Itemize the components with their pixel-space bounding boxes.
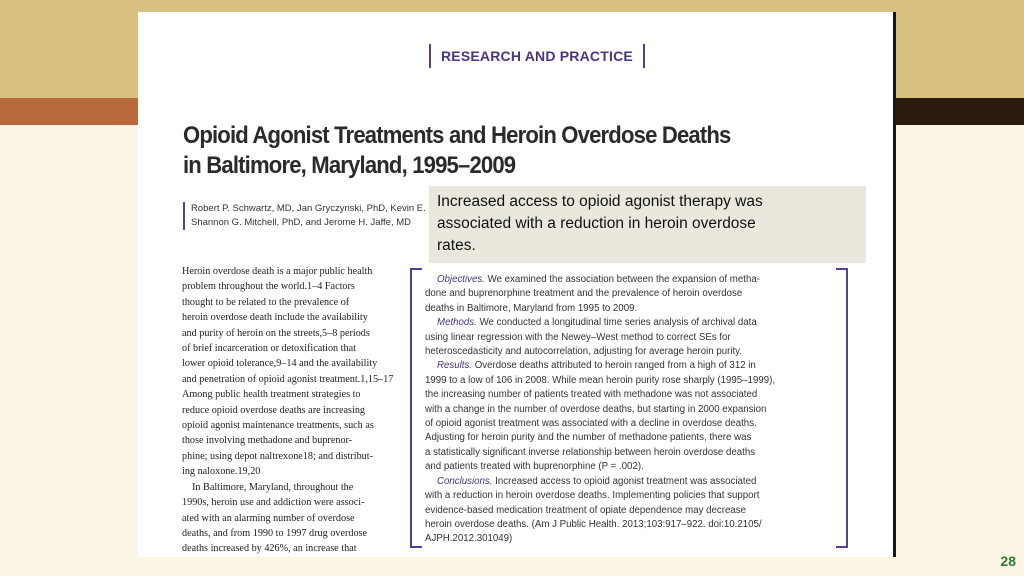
body-line: opioid agonist maintenance treatments, such as: [182, 420, 374, 432]
body-line: deaths increased by 426%, an increase that: [182, 543, 357, 555]
abstract-line: heroin overdose deaths. (Am J Public Health. 2013;103:917–922. doi:10.2105/: [425, 518, 762, 530]
abstract-line: We conducted a longitudinal time series analysis of archival data: [479, 317, 757, 329]
abstract-line: with a change in the number of overdose deaths, but starting in 2000 expansion: [425, 403, 767, 415]
abstract-line: evidence-based medication treatment of opiate dependence may decrease: [425, 504, 746, 516]
abstract-line: AJPH.2012.301049): [425, 533, 513, 545]
callout-box: [429, 186, 866, 263]
abstract-bracket-right: [836, 268, 848, 548]
title-line: in Baltimore, Maryland, 1995–2009: [183, 152, 516, 179]
callout-line: rates.: [437, 237, 476, 254]
callout-line: associated with a reduction in heroin overdose: [437, 215, 756, 232]
body-line: Heroin overdose death is a major public health: [182, 266, 373, 277]
abstract-line: done and buprenorphine treatment and the prevalence of heroin overdose: [425, 288, 743, 300]
slide-page-number: 28: [1000, 553, 1016, 569]
body-line: heroin overdose death include the availability: [182, 312, 368, 324]
abstract-line: a statistically significant inverse relationship between heroin overdose deaths: [425, 446, 756, 458]
abstract-line: 1999 to a low of 106 in 2008. While mean heroin purity rose sharply (1995–1999),: [425, 374, 776, 386]
title-line: Opioid Agonist Treatments and Heroin Overdose Deaths: [183, 122, 731, 149]
abstract-conclusions-label: Conclusions.: [437, 475, 493, 487]
abstract-methods-label: Methods.: [437, 317, 477, 329]
body-line: ated with an alarming number of overdose: [182, 512, 355, 524]
body-line: reduce opioid overdose deaths are increasing: [182, 404, 366, 416]
abstract-box: [410, 268, 848, 548]
left-accent-band: [0, 98, 138, 125]
body-line: those involving methadone and buprenor-: [182, 435, 353, 447]
body-text-column: [182, 264, 397, 557]
body-line: In Baltimore, Maryland, throughout the: [192, 481, 354, 493]
abstract-objectives-label: Objectives.: [437, 274, 485, 285]
author-line: Robert P. Schwartz, MD, Jan Gryczynski, PhD, Kevin E.: [191, 203, 426, 214]
abstract-line: Adjusting for heroin purity and the number of methadone patients, there was: [425, 432, 752, 444]
body-line: lower opioid tolerance,9–14 and the availability: [182, 358, 378, 370]
body-line: problem throughout the world.1–4 Factors: [182, 281, 355, 293]
author-list: [183, 202, 441, 230]
right-accent-band: [893, 98, 1024, 125]
abstract-line: the increasing number of patients treated with methadone was not associated: [425, 389, 758, 401]
body-line: deaths, and from 1990 to 1997 drug overdose: [182, 527, 368, 539]
abstract-line: and patients treated with buprenorphine (P = .002).: [425, 461, 644, 473]
abstract-results-label: Results.: [437, 360, 472, 372]
article-title: [183, 121, 731, 181]
body-line: Among public health treatment strategies to: [182, 389, 361, 401]
body-line: 1990s, heroin use and addiction were associ-: [182, 497, 365, 509]
abstract-line: of opioid agonist treatment was associated with a decline in overdose deaths.: [425, 418, 757, 430]
body-line: ing naloxone.19,20: [182, 466, 261, 478]
abstract-line: Increased access to opioid agonist treatment was associated: [495, 475, 757, 487]
body-line: and purity of heroin on the streets,5–8 periods: [182, 327, 370, 339]
callout-line: Increased access to opioid agonist therapy was: [437, 193, 763, 210]
body-line: and penetration of opioid agonist treatment.1,15–17: [182, 373, 394, 385]
abstract-line: using linear regression with the Newey–West method to correct SEs for: [425, 331, 731, 343]
article-page-edge: [893, 12, 896, 557]
abstract-text: [425, 273, 835, 547]
author-line: Shannon G. Mitchell, PhD, and Jerome H. Jaffe, MD: [191, 217, 412, 228]
body-line: phine; using depot naltrexone18; and distribut-: [182, 450, 373, 462]
abstract-line: with a reduction in heroin overdose deaths. Implementing policies that support: [425, 490, 760, 502]
section-label: RESEARCH AND PRACTICE: [429, 44, 645, 68]
abstract-line: heteroscedasticity and autocorrelation, adjusting for average heroin purity.: [425, 346, 742, 358]
abstract-line: Overdose deaths attributed to heroin ranged from a high of 312 in: [474, 360, 756, 372]
abstract-bracket-left: [410, 268, 422, 548]
body-line: thought to be related to the prevalence of: [182, 296, 350, 308]
abstract-line: deaths in Baltimore, Maryland from 1995 to 2009.: [425, 302, 638, 314]
abstract-line: We examined the association between the expansion of metha-: [487, 274, 760, 285]
body-line: of brief incarceration or detoxification that: [182, 343, 356, 355]
